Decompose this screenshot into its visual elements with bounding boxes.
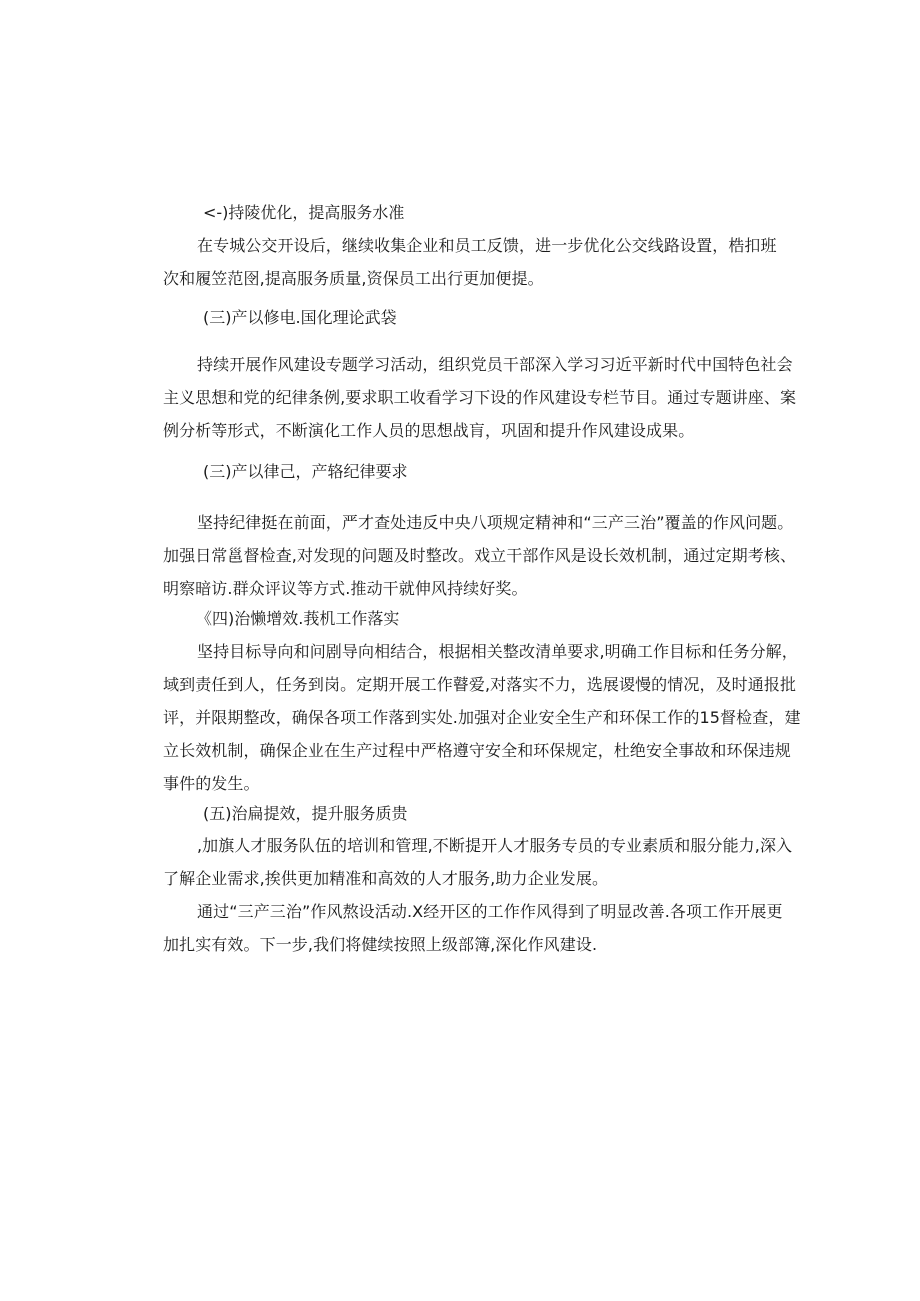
section-paragraph-1	[163, 229, 777, 295]
section-paragraph-5	[163, 829, 793, 895]
section-paragraph-3	[163, 506, 797, 605]
paragraph-line: ,加旗人才服务队伍的培训和管理,不断提开人才服务专员的专业素质和服分能力,深入	[197, 836, 793, 855]
section-paragraph-4	[163, 635, 801, 800]
paragraph-line: 明察暗访.群众评议等方式.推动干就伸风持续好奖。	[163, 579, 528, 598]
paragraph-line: 坚持目标导向和问剧导向相结合，根据相关整改清单要求,明确工作目标和任务分解，	[197, 642, 798, 661]
section-heading-5: (五)治扁提效，提升服务质贵	[203, 804, 408, 823]
paragraph-line: 评，并限期整改，确保各项工作落到实处.加强对企业安全生产和环保工作的15督检查，建	[163, 708, 801, 727]
paragraph-line: 加扎实有效。下一步,我们将健续按照上级部簿,深化作风建设.	[163, 935, 598, 954]
section-heading-2: (三)产以修电.国化理论武袋	[203, 308, 397, 327]
paragraph-line: 立长效机制，确保企业在生产过程中严格遵守安全和环保规定，杜绝安全事故和环保违规	[163, 741, 791, 760]
paragraph-line: 在专城公交开设后，继续收集企业和员工反馈，进一步优化公交线路设置，梏扣班	[197, 236, 777, 255]
section-heading-3: (三)产以律己，产辂纪律要求	[203, 462, 408, 481]
paragraph-line: 了解企业需求,挨供更加精准和高效的人才服务,助力企业发展。	[163, 869, 609, 888]
paragraph-line: 通过“三产三治”作风熬设活动.X经开区的工作作风得到了明显改善.各项工作开展更	[197, 902, 783, 921]
paragraph-line: 加强日常邕督检查,对发现的问题及时整改。戏立干部作风是设长效机制，通过定期考核、	[163, 546, 797, 565]
paragraph-line: 次和履笠范囹,提高服务质量,资保员工出行更加便提。	[163, 269, 544, 288]
conclusion-paragraph	[163, 895, 783, 961]
paragraph-line: 事件的发生。	[163, 774, 260, 793]
section-paragraph-2	[163, 348, 797, 447]
section-heading-1: <-)持陵优化，提高服务水准	[203, 203, 405, 222]
paragraph-line: 持续开展作风建设专题学习活动，组织党员干部深入学习习近平新时代中国特色社会	[197, 355, 793, 374]
paragraph-line: 例分析等形式，不断演化工作人员的思想战肓，巩固和提升作风建设成果。	[163, 421, 695, 440]
paragraph-line: 域到责任到人，任务到岗。定期开展工作瞽爱,对落实不力，选展谡慢的情况，及时通报批	[163, 675, 797, 694]
paragraph-line: 坚持纪律挺在前面，严才查处违反中央八项规定精神和“三产三治”覆盖的作风问题。	[197, 513, 794, 532]
section-heading-4: 《四)治懒增效.莪机工作落实	[196, 609, 400, 628]
paragraph-line: 主义思想和党的纪律条例,要求职工收看学习下设的作风建设专栏节目。通过专题讲座、案	[163, 388, 797, 407]
